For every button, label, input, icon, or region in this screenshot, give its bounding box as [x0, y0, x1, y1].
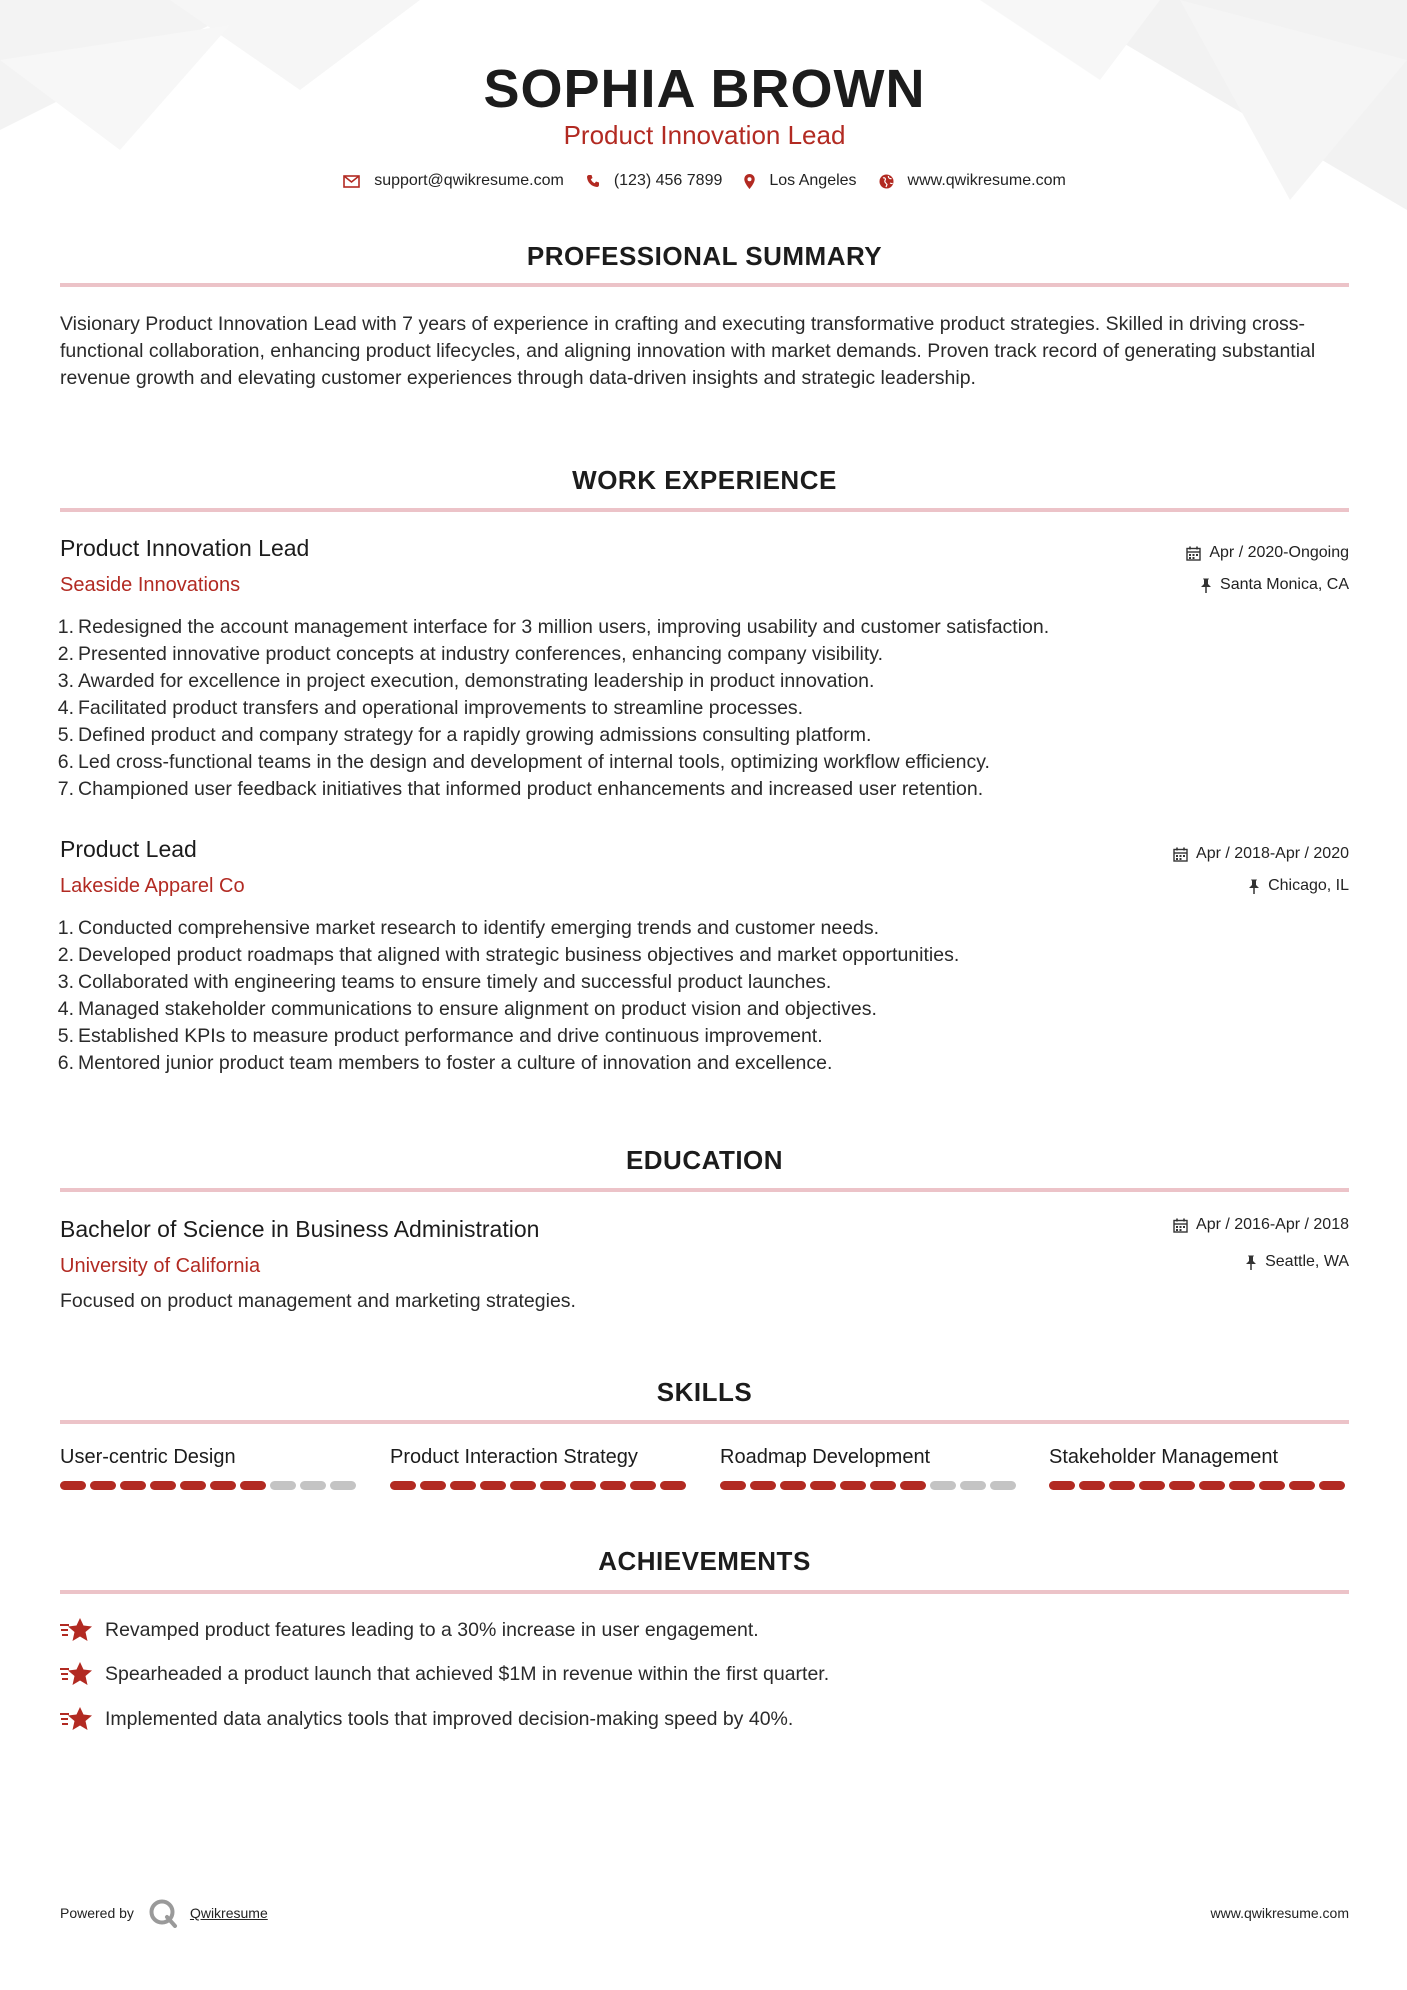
- skill-level-segment-empty: [990, 1481, 1016, 1490]
- skill-level-segment-filled: [1079, 1481, 1105, 1490]
- star-icon: [60, 1617, 93, 1643]
- summary-heading: PROFESSIONAL SUMMARY: [526, 241, 883, 271]
- list-item: 6. Led cross-functional teams in the design and development of internal tools, optimizing workflow efficiency.: [57, 751, 990, 773]
- experience-divider: [60, 508, 1349, 512]
- list-item: 2. Presented innovative product concepts at industry conferences, enhancing company visibility.: [57, 643, 884, 665]
- skill-level-segment-filled: [570, 1481, 596, 1490]
- contact-email[interactable]: [343, 172, 564, 190]
- achievement-text: Revamped product features leading to a 30% increase in user engagement.: [105, 1618, 759, 1641]
- map-pin-icon: [744, 174, 755, 189]
- skill-level-segment-filled: [1259, 1481, 1285, 1490]
- education-description: Focused on product management and marketing strategies.: [60, 1290, 576, 1312]
- skill-item: [390, 1446, 690, 1490]
- skill-level-segment-filled: [90, 1481, 116, 1490]
- skill-level-segment-filled: [450, 1481, 476, 1490]
- job-responsibilities: [57, 915, 1349, 1077]
- skill-level-segment-filled: [60, 1481, 86, 1490]
- location-text: Seattle, WA: [1265, 1253, 1349, 1270]
- footer-website[interactable]: www.qwikresume.com: [1210, 1905, 1349, 1921]
- achievement-text: Spearheaded a product launch that achieved $1M in revenue within the first quarter.: [105, 1662, 830, 1685]
- skills-divider: [60, 1420, 1349, 1424]
- candidate-role: Product Innovation Lead: [563, 120, 846, 150]
- job-dates: [1186, 544, 1349, 562]
- skill-item: [60, 1446, 360, 1490]
- skill-name: Roadmap Development: [720, 1446, 931, 1468]
- star-icon: [60, 1661, 93, 1687]
- contact-website[interactable]: [879, 172, 1066, 190]
- footer-powered-by: [60, 1898, 268, 1928]
- list-item: 1. Redesigned the account management interface for 3 million users, improving usability and customer satisfaction.: [57, 616, 1050, 638]
- skill-level-segment-filled: [810, 1481, 836, 1490]
- skill-level-segment-filled: [600, 1481, 626, 1490]
- list-item: 3. Awarded for excellence in project execution, demonstrating leadership in product innovation.: [57, 670, 875, 692]
- list-item: 5. Established KPIs to measure product performance and drive continuous improvement.: [57, 1025, 823, 1047]
- job-title: Product Innovation Lead: [60, 535, 310, 561]
- skill-level-segment-filled: [210, 1481, 236, 1490]
- education-location: [1245, 1253, 1349, 1271]
- skill-level-segment-filled: [900, 1481, 926, 1490]
- skill-level-segment-filled: [630, 1481, 656, 1490]
- achievement-item: [60, 1617, 759, 1643]
- skill-level-segment-filled: [840, 1481, 866, 1490]
- pushpin-icon: [1245, 1255, 1257, 1270]
- experience-heading: WORK EXPERIENCE: [572, 465, 837, 495]
- job-company: Seaside Innovations: [60, 574, 241, 596]
- dates-text: Apr / 2016-Apr / 2018: [1196, 1216, 1349, 1233]
- job-responsibilities: [57, 614, 1349, 803]
- achievement-item: [60, 1661, 829, 1687]
- skill-level-segment-filled: [1049, 1481, 1075, 1490]
- achievement-item: [60, 1706, 793, 1732]
- contact-bar: [60, 172, 1349, 190]
- contact-phone[interactable]: [586, 172, 723, 190]
- job-title: Product Lead: [60, 836, 197, 862]
- skill-level-segment-filled: [510, 1481, 536, 1490]
- list-item: 4. Managed stakeholder communications to ensure alignment on product vision and objectives.: [57, 998, 877, 1020]
- skill-level-bar: [60, 1481, 360, 1490]
- skill-level-segment-filled: [1169, 1481, 1195, 1490]
- education-divider: [60, 1188, 1349, 1192]
- skill-item: [1049, 1446, 1349, 1490]
- qwikresume-link[interactable]: Qwikresume: [189, 1905, 268, 1921]
- dates-text: Apr / 2018-Apr / 2020: [1196, 845, 1349, 862]
- skill-level-segment-empty: [960, 1481, 986, 1490]
- dates-text: Apr / 2020-Ongoing: [1209, 544, 1349, 561]
- education-dates: [1173, 1216, 1349, 1234]
- skill-level-segment-filled: [240, 1481, 266, 1490]
- skill-level-segment-filled: [540, 1481, 566, 1490]
- skill-level-segment-filled: [390, 1481, 416, 1490]
- skill-level-segment-filled: [180, 1481, 206, 1490]
- skill-level-segment-empty: [270, 1481, 296, 1490]
- skill-level-segment-filled: [870, 1481, 896, 1490]
- skill-level-bar: [390, 1481, 690, 1490]
- location-text: Los Angeles: [769, 172, 857, 189]
- skill-level-segment-filled: [780, 1481, 806, 1490]
- achievement-text: Implemented data analytics tools that improved decision-making speed by 40%.: [105, 1707, 794, 1730]
- star-icon: [60, 1706, 93, 1732]
- calendar-icon: [1173, 847, 1188, 862]
- skill-level-segment-filled: [1319, 1481, 1345, 1490]
- skill-level-segment-empty: [300, 1481, 326, 1490]
- list-item: 1. Conducted comprehensive market research to identify emerging trends and customer needs.: [57, 917, 880, 939]
- skill-item: [720, 1446, 1020, 1490]
- email-text: support@qwikresume.com: [374, 172, 564, 189]
- education-heading: EDUCATION: [625, 1145, 784, 1175]
- skill-level-bar: [720, 1481, 1020, 1490]
- skill-level-bar: [1049, 1481, 1349, 1490]
- summary-text: Visionary Product Innovation Lead with 7 years of experience in crafting and executing transformative product strategies. Skilled in driving cross-functional collaboration, enhancing product lifecycles, and aligning innovation with market demands. Proven track record of generating substantial revenue growth and elevating customer experiences through data-driven insights and strategic leadership.: [60, 313, 1316, 389]
- skill-name: Stakeholder Management: [1049, 1446, 1279, 1468]
- skill-name: Product Interaction Strategy: [390, 1446, 638, 1468]
- phone-text: (123) 456 7899: [613, 172, 723, 189]
- skill-level-segment-filled: [720, 1481, 746, 1490]
- candidate-name: SOPHIA BROWN: [483, 59, 926, 119]
- envelope-icon: [343, 175, 360, 188]
- powered-by-label: Powered by: [60, 1905, 134, 1921]
- skill-level-segment-filled: [1139, 1481, 1165, 1490]
- website-text: www.qwikresume.com: [907, 172, 1066, 189]
- skill-level-segment-filled: [750, 1481, 776, 1490]
- location-text: Santa Monica, CA: [1220, 576, 1349, 593]
- skill-level-segment-filled: [120, 1481, 146, 1490]
- education-degree: Bachelor of Science in Business Administration: [60, 1216, 540, 1242]
- skill-level-segment-filled: [660, 1481, 686, 1490]
- job-location: [1248, 877, 1349, 895]
- skill-level-segment-filled: [1229, 1481, 1255, 1490]
- pushpin-icon: [1248, 879, 1260, 894]
- education-school: University of California: [60, 1255, 261, 1277]
- calendar-icon: [1173, 1218, 1188, 1233]
- list-item: 3. Collaborated with engineering teams to ensure timely and successful product launches.: [57, 971, 832, 993]
- location-text: Chicago, IL: [1268, 877, 1349, 894]
- job-location: [1200, 576, 1349, 594]
- job-company: Lakeside Apparel Co: [60, 875, 245, 897]
- skill-name: User-centric Design: [60, 1446, 236, 1468]
- list-item: 5. Defined product and company strategy for a rapidly growing admissions consulting platform.: [57, 724, 872, 746]
- contact-location: [744, 172, 856, 190]
- skill-level-segment-filled: [420, 1481, 446, 1490]
- list-item: 4. Facilitated product transfers and operational improvements to streamline processes.: [57, 697, 804, 719]
- skill-level-segment-filled: [150, 1481, 176, 1490]
- qwikresume-logo-icon: [148, 1898, 178, 1928]
- skill-level-segment-filled: [1199, 1481, 1225, 1490]
- skill-level-segment-empty: [330, 1481, 356, 1490]
- summary-divider: [60, 283, 1349, 287]
- pushpin-icon: [1200, 578, 1212, 593]
- calendar-icon: [1186, 546, 1201, 561]
- phone-icon: [586, 174, 600, 188]
- list-item: 7. Championed user feedback initiatives that informed product enhancements and increased user retention.: [57, 778, 984, 800]
- list-item: 6. Mentored junior product team members to foster a culture of innovation and excellence.: [57, 1052, 833, 1074]
- skill-level-segment-filled: [480, 1481, 506, 1490]
- skill-level-segment-filled: [1109, 1481, 1135, 1490]
- job-dates: [1173, 845, 1349, 863]
- achievements-divider: [60, 1590, 1349, 1594]
- achievements-heading: ACHIEVEMENTS: [598, 1546, 811, 1576]
- list-item: 2. Developed product roadmaps that aligned with strategic business objectives and market opportunities.: [57, 944, 960, 966]
- skills-heading: SKILLS: [656, 1377, 753, 1407]
- skill-level-segment-empty: [930, 1481, 956, 1490]
- globe-icon: [879, 174, 894, 189]
- skill-level-segment-filled: [1289, 1481, 1315, 1490]
